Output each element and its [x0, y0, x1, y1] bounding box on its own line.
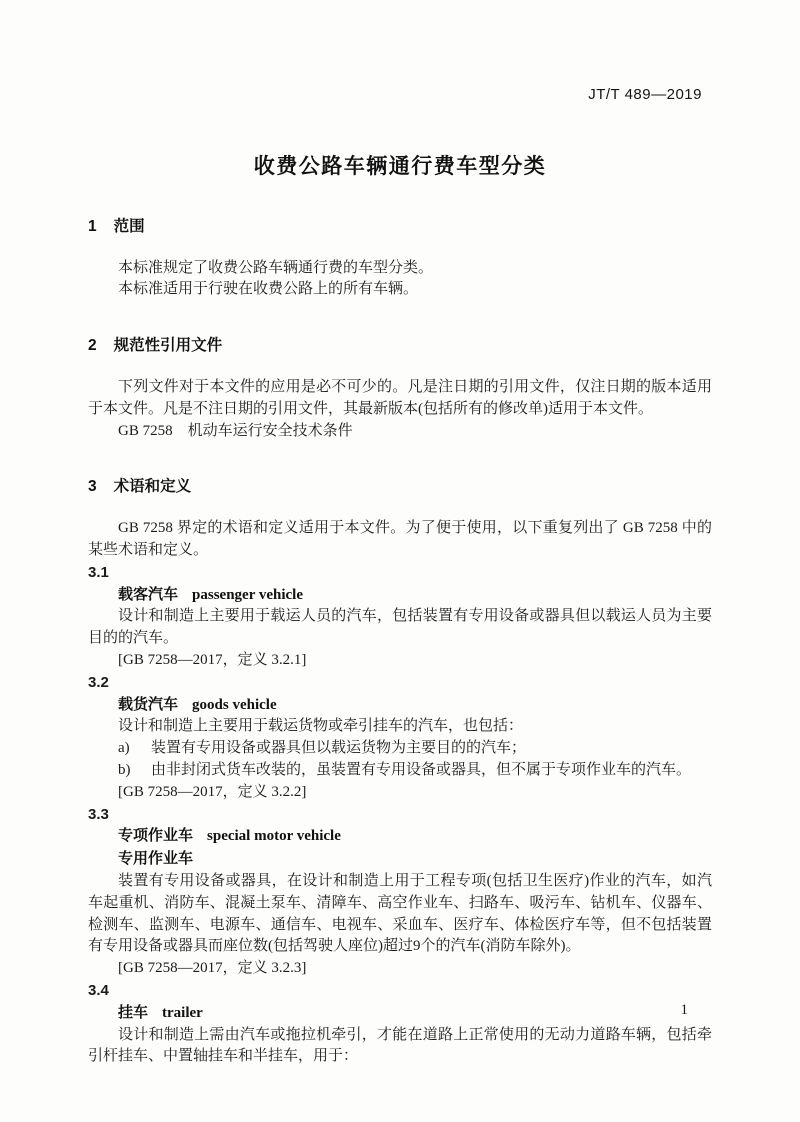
- reference-entry: GB 7258 机动车运行安全技术条件: [118, 422, 353, 439]
- term-name-zh: 挂车: [118, 1003, 149, 1021]
- section-scope: [88, 216, 712, 301]
- term-definition: 设计和制造上主要用于载运人员的汽车，包括装置有专用设备或器具但以载运人员为主要目的的汽车。: [88, 608, 712, 647]
- doc-title: 收费公路车辆通行费车型分类: [253, 154, 547, 178]
- term-alias-zh: 专用作业车: [118, 850, 194, 868]
- term-name-en: goods vehicle: [192, 696, 277, 713]
- section-heading: [88, 335, 712, 357]
- term-number: 3.3: [88, 805, 109, 823]
- section-heading: [88, 476, 712, 498]
- term-definition: 设计和制造上主要用于载运货物或牵引挂车的汽车，也包括：: [118, 718, 524, 735]
- term-definition: 装置有专用设备或器具，在设计和制造上用于工程专项(包括卫生医疗)作业的汽车，如汽车起重机、消防车、混凝土泵车、清障车、高空作业车、扫路车、吸污车、钻机车、仪器车、检测车、监测车、电源车、通信车、电视车、采血车、医疗车、体检医疗车等，但不包括装置有专用设备或器具而座位数(包括驾驶人座位)超过9个的汽车(消防车除外)。: [88, 872, 712, 955]
- term-heading: [88, 584, 712, 607]
- term-name-en: trailer: [162, 1004, 203, 1021]
- term-definition: 设计和制造上需由汽车或拖拉机牵引，才能在道路上正常使用的无动力道路车辆，包括牵引杆挂车、中置轴挂车和半挂车，用于：: [88, 1026, 712, 1065]
- paragraph: GB 7258 界定的术语和定义适用于本文件。为了便于使用，以下重复列出了 GB 7258 中的某些术语和定义。: [88, 520, 712, 558]
- section-terms-definitions: [88, 476, 712, 1068]
- list-item-text: 装置有专用设备或器具但以载运货物为主要目的的汽车；: [151, 740, 527, 757]
- section-number: 2: [88, 337, 97, 355]
- section-title: 术语和定义: [113, 478, 192, 496]
- section-heading: [88, 216, 712, 238]
- term-passenger-vehicle: [88, 562, 712, 672]
- paragraph: 本标准规定了收费公路车辆通行费的车型分类。: [118, 259, 434, 276]
- term-alias: [88, 848, 712, 871]
- term-heading: [88, 694, 712, 717]
- term-name-en: passenger vehicle: [192, 586, 303, 603]
- section-title: 范围: [113, 217, 145, 235]
- section-number: 3: [88, 478, 97, 496]
- list-item-text: 由非封闭式货车改装的，虽装置有专用设备或器具，但不属于专项作业车的汽车。: [151, 761, 692, 778]
- term-name-zh: 专项作业车: [118, 827, 194, 845]
- list-item-b: [88, 760, 712, 782]
- doc-number: JT/T 489—2019: [588, 86, 702, 103]
- term-special-motor-vehicle: [88, 804, 712, 980]
- section-normative-references: [88, 335, 712, 442]
- term-name-zh: 载货汽车: [118, 695, 179, 713]
- term-source: [GB 7258—2017，定义 3.2.1]: [118, 651, 307, 668]
- term-name-en: special motor vehicle: [207, 828, 341, 845]
- term-number: 3.1: [88, 563, 109, 581]
- section-number: 1: [88, 217, 97, 235]
- list-item-label: b): [118, 761, 131, 778]
- list-item-a: [88, 738, 712, 760]
- term-source: [GB 7258—2017，定义 3.2.3]: [118, 960, 307, 977]
- term-heading: [88, 1002, 712, 1025]
- term-trailer: [88, 980, 712, 1068]
- term-number: 3.4: [88, 981, 109, 999]
- paragraph: 下列文件对于本文件的应用是必不可少的。凡是注日期的引用文件，仅注日期的版本适用于本文件。凡是不注日期的引用文件，其最新版本(包括所有的修改单)适用于本文件。: [88, 378, 712, 417]
- list-item-label: a): [118, 740, 130, 757]
- term-number: 3.2: [88, 673, 109, 691]
- term-heading: [88, 825, 712, 848]
- section-title: 规范性引用文件: [113, 337, 223, 355]
- term-name-zh: 载客汽车: [118, 585, 179, 603]
- page-number: 1: [680, 1002, 688, 1018]
- paragraph: 本标准适用于行驶在收费公路上的所有车辆。: [118, 281, 419, 298]
- term-source: [GB 7258—2017，定义 3.2.2]: [118, 783, 307, 800]
- term-goods-vehicle: [88, 672, 712, 804]
